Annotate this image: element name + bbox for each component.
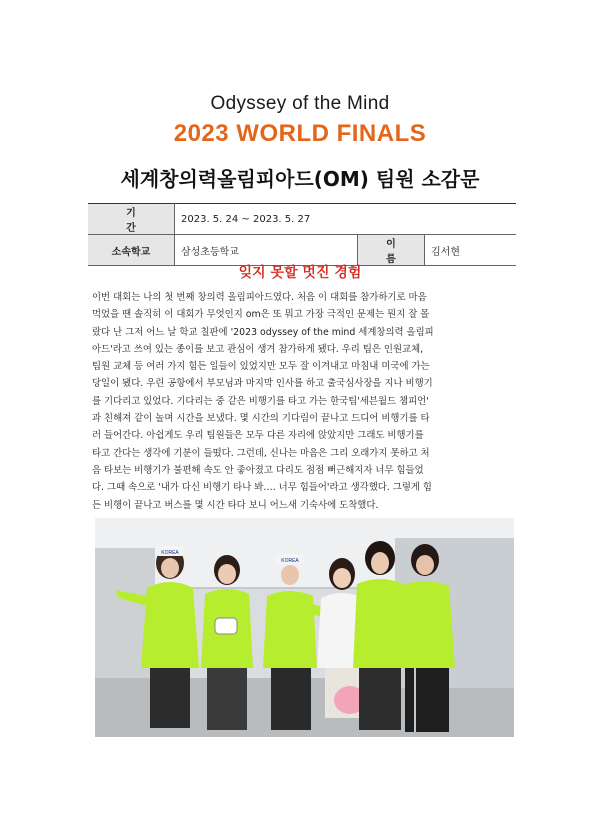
cap-label-1: KOREA (161, 550, 179, 556)
document-title: 세계창의력올림피아드(OM) 팀원 소감문 (120, 167, 480, 191)
essay-body: 이번 대회는 나의 첫 번째 창의력 올림피아드였다. 처음 이 대회를 참가하기로 마음 먹었을 땐 솔직히 이 대회가 무엇인지 om은 또 뭐고 가장 극적인 문제는 뭔지 잘 몰 랐다 난 그저 어느 날 학교 칠판에 '2023 odyssey of the mind 세계창의력 올림피 아드'라고 쓰여 있는 종이를 보고 관심이 생겨 참가하게 됐다. 우리 팀은 인원교체, 팀원 교체 등 여러 가지 힘든 일들이 있었지만 모두 잘 이겨내고 마침내 미국에 가는 당일이 됐다. 우린 공항에서 부모님과 마지막 인사를 하고 출국심사장을 지나 비행기 를 기다리고 있었다. 기다리는 중 같은 비행기를 타고 가는 한국팀'세븐월드 챔피언' 과 친해져 같이 놀며 시간을 보냈다. 몇 시간의 기다림이 끝나고 드디어 비행기를 타 러 들어간다. 아쉽게도 우리 팀원들은 모두 다른 자리에 앉았지만 그래도 비행기를 타고 간다는 생각에 기분이 들떴다. 그런데, 신나는 마음은 그리 오래가지 못하고 처 음 타보는 비행기가 불편해 속도 안 좋아졌고 다리도 점점 뻐근해지자 너무 힘들었 다. 그때 속으로 '내가 다신 비행기 타나 봐…. 너무 힘들어'라고 생각했다. 그렇게 힘 든 비행이 끝나고 버스를 몇 시간 타다 보니 어느새 기숙사에 도착했다. (92, 292, 434, 511)
team-photo-illustration (95, 518, 514, 737)
school-value: 삼성초등학교 (175, 235, 358, 266)
info-table (88, 203, 516, 266)
period-label: 기 간 (88, 204, 175, 235)
name-value: 김서현 (425, 235, 517, 266)
event-year-title: 2023 WORLD FINALS (173, 120, 427, 147)
info-row-period (88, 204, 516, 235)
team-photo (95, 518, 514, 737)
school-label: 소속학교 (88, 235, 175, 266)
cap-label-3: KOREA (281, 558, 299, 564)
event-name: Odyssey of the Mind (210, 93, 390, 114)
essay-title: 잊지 못할 멋진 경험 (238, 265, 362, 281)
info-row-school (88, 235, 516, 266)
period-value: 2023. 5. 24 ~ 2023. 5. 27 (175, 204, 517, 235)
name-label: 이 름 (358, 235, 425, 266)
